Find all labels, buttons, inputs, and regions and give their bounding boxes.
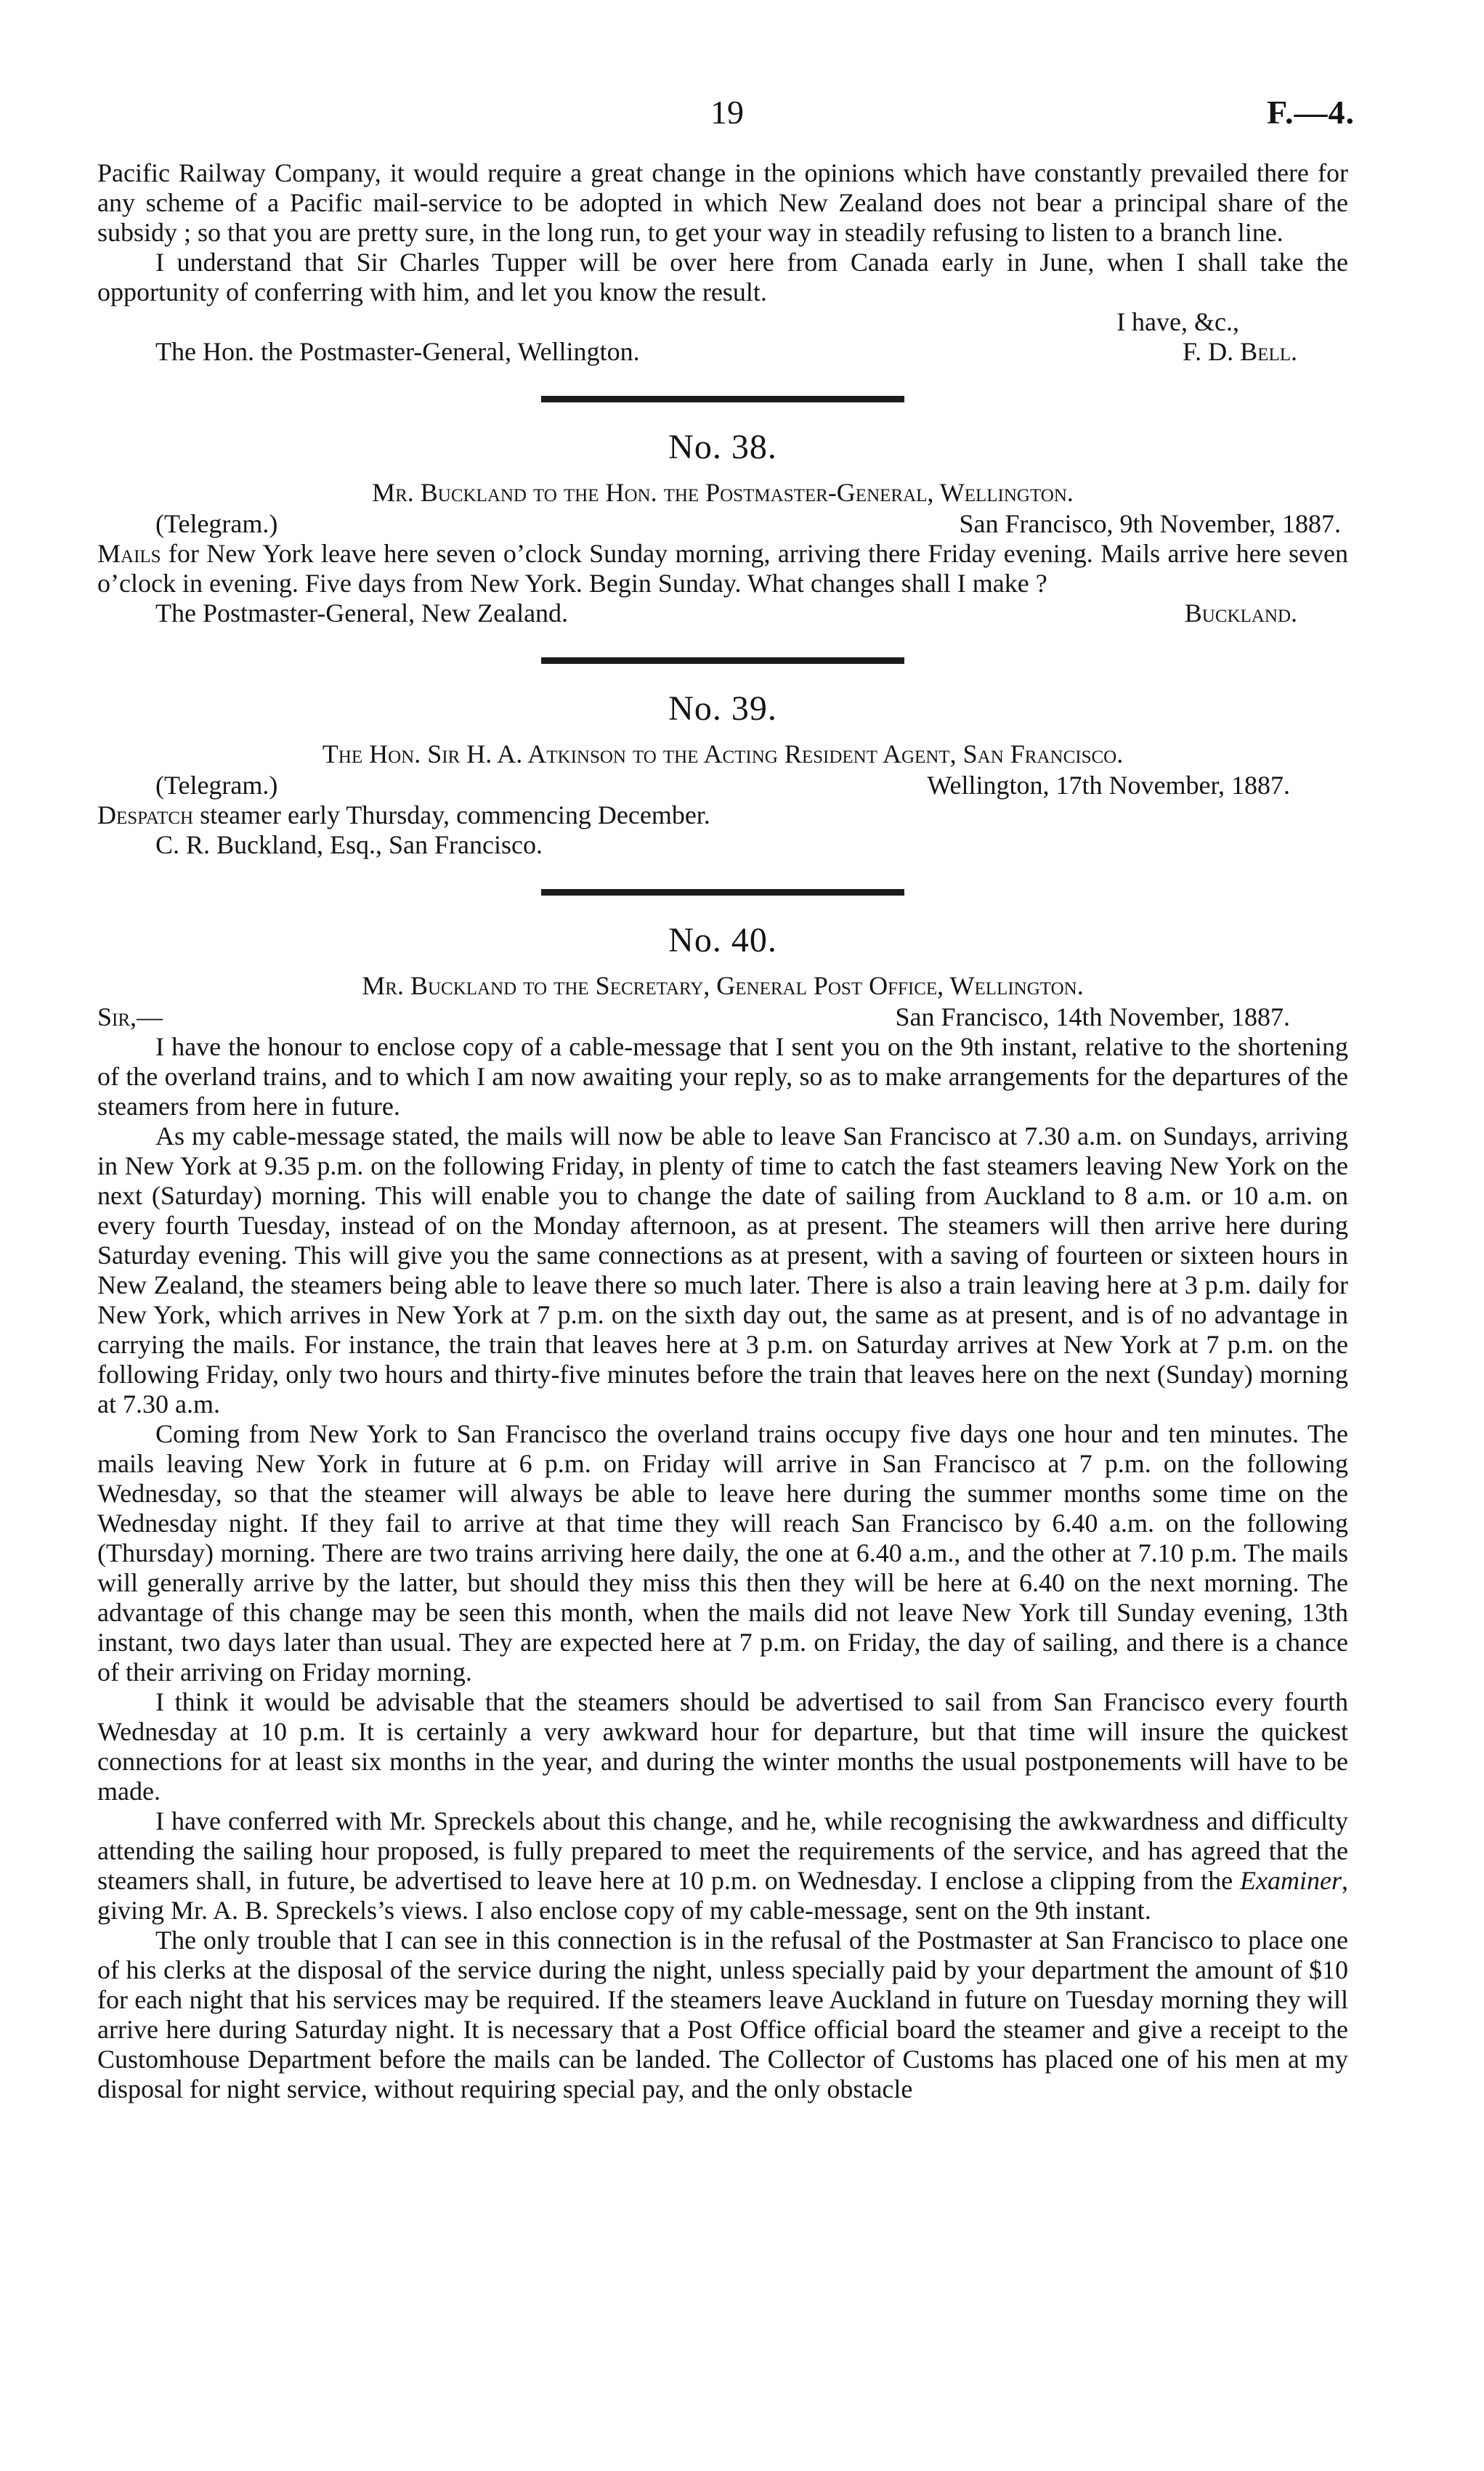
text-run: I have conferred with Mr. Spreckels about this change, and he, while recognising the awkwardness and difficulty attending the sailing hour proposed, is fully prepared to meet the requirements of the service, and has agreed that the steamers shall, in future, be advertised to leave here at 10 p.m. on Wednesday. I enclose a clipping from the (97, 1806, 1348, 1895)
body-text: steamer early Thursday, commencing December. (193, 800, 710, 829)
section-divider (541, 889, 904, 896)
addressee: The Postmaster-General, New Zealand. (155, 599, 569, 628)
telegram-label: (Telegram.) (155, 509, 278, 538)
paragraph: As my cable-message stated, the mails will now be able to leave San Francisco at 7.30 a.m. on Sundays, arriving in New York at 9.35 p.m. on the following Friday, in plenty of time to catch the fast steamers leaving New York on the next (Saturday) morning. This will enable you to change the date of sailing from Auckland to 8 a.m. or 10 a.m. on every fourth Tuesday, instead of on the Monday afternoon, as at present. The steamers will then arrive here during Saturday evening. This will give you the same connections as at present, with a saving of fourteen or sixteen hours in New Zealand, the steamers being able to leave there so much later. There is also a train leaving here at 3 p.m. daily for New York, which arrives in New York at 7 p.m. on the sixth day out, the same as at present, and is of no advantage in carrying the mails. For instance, the train that leaves here at 3 p.m. on Saturday arrives at New York at 7 p.m. on the following Friday, only two hours and thirty-five minutes before the train that leaves here on the next (Sunday) morning at 7.30 a.m. (97, 1121, 1348, 1419)
document-heading: Mr. Buckland to the Secretary, General Post Office, Wellington. (362, 971, 1084, 1000)
paragraph: I have the honour to enclose copy of a cable-message that I sent you on the 9th instant, relative to the shortening of the overland trains, and to which I am now awaiting your reply, so as to make arrangements for the departures of the steamers from here in future. (97, 1032, 1348, 1121)
paragraph: Coming from New York to San Francisco the overland trains occupy five days one hour and ten minutes. The mails leaving New York in future at 6 p.m. on Friday will arrive in San Francisco at 7 p.m. on the following Wednesday, so that the steamer will always be able to leave here during the summer months some time on the Wednesday night. If they fail to arrive at that time they will reach San Francisco by 6.40 a.m. on the following (Thursday) morning. There are two trains arriving here daily, the one at 6.40 a.m., and the other at 7.10 p.m. The mails will generally arrive by the latter, but should they miss this then they will be here at 6.40 on the next morning. The advantage of this change may be seen this month, when the mails did not leave New York till Sunday evening, 13th instant, two days later than usual. They are expected here at 7 p.m. on Friday, the day of sailing, and there is a chance of their arriving on Friday morning. (97, 1419, 1348, 1687)
addressee-signature-row (97, 337, 1348, 367)
document-no-40 (97, 919, 1348, 2104)
telegram-body (97, 800, 1348, 830)
document-reference: F.—4. (1267, 94, 1355, 131)
salutation-row (97, 1002, 1348, 1032)
paragraph: I understand that Sir Charles Tupper will be over here from Canada early in June, when I shall take the opportunity of conferring with him, and let you know the result. (97, 248, 1348, 307)
document-no-38 (97, 426, 1348, 628)
signature: F. D. Bell. (1183, 337, 1297, 366)
addressee-signature-row (97, 599, 1348, 628)
place-date: Wellington, 17th November, 1887. (927, 771, 1290, 800)
lead-word: Despatch (97, 800, 194, 829)
paragraph: The only trouble that I can see in this connection is in the refusal of the Postmaster at San Francisco to place one of his clerks at the disposal of the service during the night, unless specially paid by your department the amount of $10 for each night that his services may be required. If the steamers leave Auckland in future on Tuesday morning they will arrive here during Saturday night. It is necessary that a Post Office official board the steamer and give a receipt to the Customhouse Department before the mails can be landed. The Collector of Customs has placed one of his men at my disposal for night service, without requiring special pay, and the only obstacle (97, 1926, 1348, 2103)
addressee: C. R. Buckland, Esq., San Francisco. (155, 830, 543, 859)
document-number: No. 39. (668, 689, 777, 728)
document-number: No. 40. (668, 921, 777, 959)
page-content (97, 158, 1348, 2104)
signature: Buckland. (1184, 599, 1297, 628)
addressee: The Hon. the Postmaster-General, Wellington. (155, 337, 640, 366)
document-no-39 (97, 687, 1348, 860)
telegram-body (97, 539, 1348, 599)
section-divider (541, 657, 904, 664)
page-number: 19 (710, 94, 744, 131)
salutation: Sir,— (97, 1002, 163, 1031)
telegram-label: (Telegram.) (155, 771, 278, 800)
document-number: No. 38. (668, 428, 777, 466)
section-divider (541, 396, 904, 402)
newspaper-title: Examiner (1240, 1866, 1342, 1895)
place-date: San Francisco, 9th November, 1887. (959, 509, 1341, 538)
telegram-row (97, 771, 1348, 800)
document-heading: The Hon. Sir H. A. Atkinson to the Acting Resident Agent, San Francisco. (322, 739, 1124, 768)
paragraph: I think it would be advisable that the steamers should be advertised to sail from San Francisco every fourth Wednesday at 10 p.m. It is certainly a very awkward hour for departure, but that time will insure the quickest connections for at least six months in the year, and during the winter months the usual postponements will have to be made. (97, 1687, 1348, 1806)
page-header (0, 93, 1484, 137)
lead-word: Mails (97, 539, 161, 568)
letter-continuation (97, 158, 1348, 367)
closing: I have, &c., (1116, 307, 1239, 336)
text-run: , giving Mr. A. B. Spreckels’s views. I also enclose copy of my cable-message, sent on the 9th instant. (97, 1866, 1348, 1925)
place-date: San Francisco, 14th November, 1887. (895, 1002, 1290, 1031)
telegram-row (97, 509, 1348, 539)
paragraph: Pacific Railway Company, it would require a great change in the opinions which have constantly prevailed there for any scheme of a Pacific mail-service to be adopted in which New Zealand does not bear a principal share of the subsidy ; so that you are pretty sure, in the long run, to get your way in steadily refusing to listen to a branch line. (97, 158, 1348, 247)
document-heading: Mr. Buckland to the Hon. the Postmaster-General, Wellington. (372, 478, 1074, 507)
paragraph (97, 1806, 1348, 1926)
body-text: for New York leave here seven o’clock Sunday morning, arriving there Friday evening. Mails arrive here seven o’clock in evening. Five days from New York. Begin Sunday. What changes shall I make ? (97, 539, 1348, 598)
